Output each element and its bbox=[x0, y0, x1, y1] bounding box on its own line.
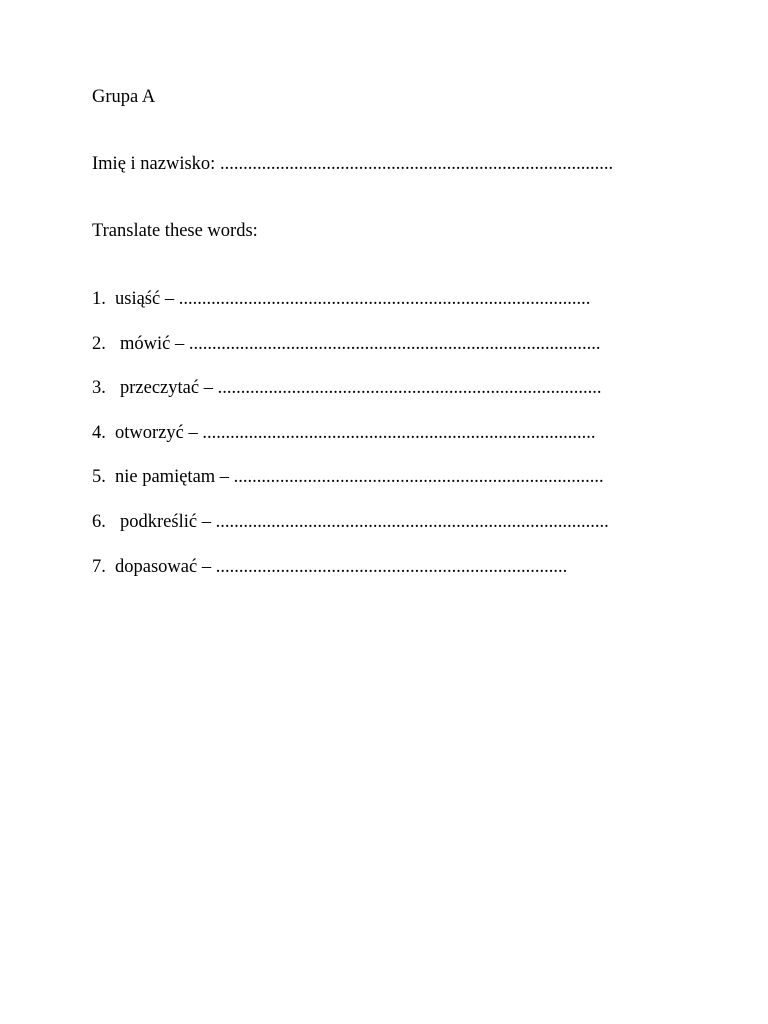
item-answer-dots: ..................................................................................... bbox=[202, 422, 596, 443]
item-dash: – bbox=[174, 333, 185, 354]
item-dash: – bbox=[201, 511, 211, 532]
list-item-3 bbox=[92, 377, 609, 422]
instruction-text: Translate these words: bbox=[92, 221, 258, 241]
item-word: dopasować bbox=[115, 556, 198, 577]
item-answer-dots: ......................................................................................... bbox=[188, 333, 601, 354]
list-item-2 bbox=[92, 333, 609, 378]
list-item-1 bbox=[92, 288, 609, 333]
group-title: Grupa A bbox=[92, 87, 156, 107]
item-number: 1. bbox=[92, 289, 106, 309]
item-number: 2. bbox=[92, 333, 106, 354]
list-item-6 bbox=[92, 511, 609, 556]
item-answer-dots: ................................................................................... bbox=[217, 378, 602, 399]
item-word: usiąść bbox=[115, 289, 161, 309]
list-item-7 bbox=[92, 556, 609, 601]
list-item-4 bbox=[92, 422, 609, 467]
item-number: 6. bbox=[92, 511, 106, 532]
item-dash: – bbox=[219, 467, 230, 488]
item-word: mówić bbox=[120, 333, 171, 354]
item-number: 3. bbox=[92, 378, 106, 399]
item-dash: – bbox=[203, 378, 213, 399]
item-number: 7. bbox=[92, 556, 106, 577]
item-word: przeczytać bbox=[120, 378, 200, 399]
item-number: 4. bbox=[92, 422, 106, 443]
name-dots: ..................................................................................... bbox=[219, 154, 614, 174]
item-answer-dots: ......................................................................................... bbox=[178, 289, 591, 309]
item-answer-dots: ..................................................................................... bbox=[215, 511, 609, 532]
item-answer-dots: ............................................................................ bbox=[215, 556, 568, 577]
name-label: Imię i nazwisko: bbox=[92, 154, 216, 174]
item-dash: – bbox=[164, 289, 175, 309]
item-dash: – bbox=[188, 422, 198, 443]
list-item-5 bbox=[92, 466, 609, 511]
item-number: 5. bbox=[92, 467, 106, 488]
name-field-line bbox=[92, 153, 613, 175]
item-dash: – bbox=[201, 556, 212, 577]
item-word: podkreślić bbox=[120, 511, 198, 532]
item-answer-dots: ................................................................................ bbox=[233, 467, 604, 488]
translation-list bbox=[92, 288, 609, 600]
item-word: otworzyć bbox=[115, 422, 184, 443]
item-word: nie pamiętam bbox=[115, 467, 216, 488]
